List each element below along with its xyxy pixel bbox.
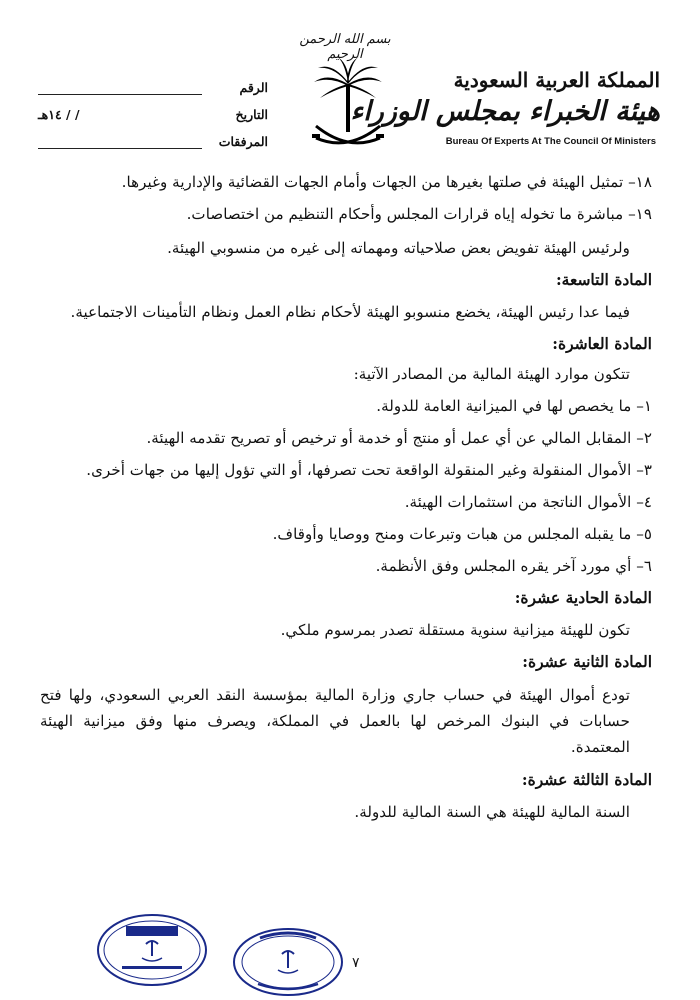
resource-item-3: ٣– الأموال المنقولة وغير المنقولة الواقعة تحت تصرفها، أو التي تؤول إليها من جهات أخرى. <box>86 461 652 479</box>
resource-item-6: ٦– أي مورد آخر يقره المجلس وفق الأنظمة. <box>375 557 652 575</box>
number-field <box>38 68 268 95</box>
letterhead <box>0 0 700 170</box>
attachments-line <box>38 132 202 149</box>
number-line <box>38 78 202 95</box>
document-body <box>40 170 652 824</box>
date-field <box>38 95 268 122</box>
reference-fields <box>38 68 268 149</box>
resource-item-2: ٢– المقابل المالي عن أي عمل أو منتج أو خدمة أو ترخيص أو تصريح تقدمه الهيئة. <box>146 429 652 447</box>
number-label: الرقم <box>239 80 268 95</box>
paragraph-item-19: ١٩– مباشرة ما تخوله إياه قرارات المجلس وأحكام التنظيم من اختصاصات. <box>186 205 652 223</box>
paragraph-item-18: ١٨– تمثيل الهيئة في صلتها بغيرها من الجهات وأمام الجهات القضائية والإدارية وغيرها. <box>121 173 652 191</box>
article-13-heading: المادة الثالثة عشرة: <box>521 770 652 789</box>
resource-item-5: ٥– ما يقبله المجلس من هبات وتبرعات ومنح ووصايا وأوقاف. <box>272 525 652 543</box>
page-number: ٧ <box>352 955 360 971</box>
article-10-heading: المادة العاشرة: <box>552 334 652 353</box>
org-name-line1: المملكة العربية السعودية <box>453 68 660 92</box>
article-13-text: السنة المالية للهيئة هي السنة المالية للدولة. <box>354 803 630 821</box>
date-value: / / ١٤هـ <box>38 107 80 122</box>
attachments-field <box>38 122 268 149</box>
org-name-english: Bureau Of Experts At The Council Of Ministers <box>445 136 656 147</box>
bureau-of-experts-seal-icon <box>232 924 344 996</box>
article-9-text: فيما عدا رئيس الهيئة، يخضع منسوبو الهيئة لأحكام نظام العمل ونظام التأمينات الاجتماعية. <box>70 303 630 321</box>
article-10-intro: تتكون موارد الهيئة المالية من المصادر الآتية: <box>353 365 630 383</box>
basmala: بسم الله الرحمن الرحيم <box>299 32 391 62</box>
org-name-line2: هيئة الخبراء بمجلس الوزراء <box>350 96 660 127</box>
article-9-heading: المادة التاسعة: <box>555 270 652 289</box>
article-11-text: تكون للهيئة ميزانية سنوية مستقلة تصدر بمرسوم ملكي. <box>280 621 630 639</box>
paragraph-delegation: ولرئيس الهيئة تفويض بعض صلاحياته ومهماته إلى غيره من منسوبي الهيئة. <box>167 239 630 257</box>
general-secretariat-seal-icon <box>96 912 208 988</box>
resource-item-4: ٤– الأموال الناتجة من استثمارات الهيئة. <box>404 493 652 511</box>
article-12-heading: المادة الثانية عشرة: <box>522 652 652 671</box>
resource-item-1: ١– ما يخصص لها في الميزانية العامة للدولة. <box>376 397 652 415</box>
attachments-label: المرفقات <box>218 134 268 149</box>
article-12-text: تودع أموال الهيئة في حساب جاري وزارة المالية بمؤسسة النقد العربي السعودي، ولها فتح حسابات في البنوك المرخص لها بالعمل في المملكة، ويصرف منها وفق ميزانية الهيئة المعتمدة. <box>40 686 630 756</box>
article-11-heading: المادة الحادية عشرة: <box>514 588 652 607</box>
date-label: التاريخ <box>235 107 268 122</box>
